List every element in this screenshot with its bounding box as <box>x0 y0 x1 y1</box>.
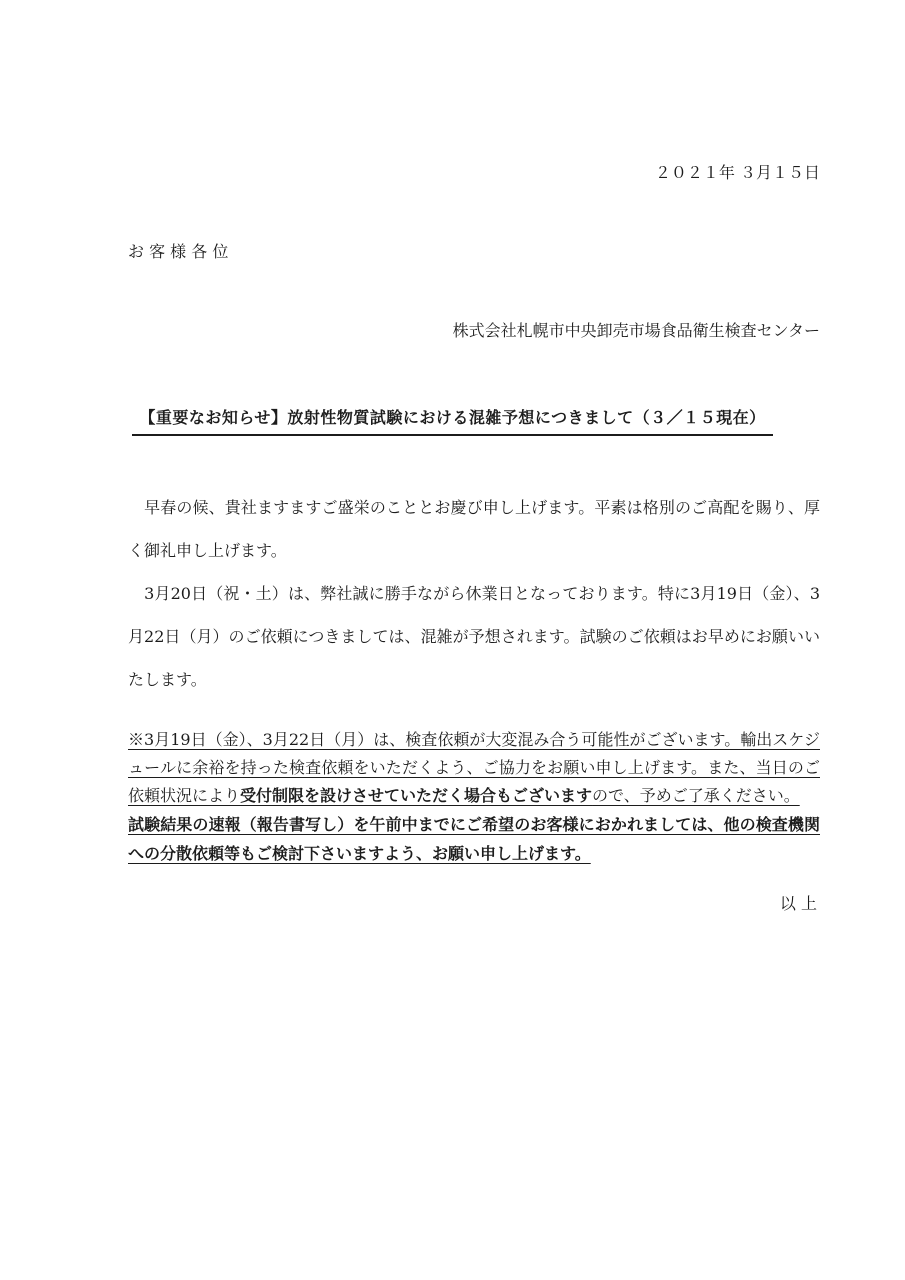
notice-segment-regular-2: ので、予めご了承ください。 <box>592 786 800 805</box>
greeting-paragraph: 早春の候、貴社ますますご盛栄のこととお慶び申し上げます。平素は格別のご高配を賜り、厚く御礼申し上げます。 <box>128 498 820 560</box>
sender-company-name: 株式会社札幌市中央卸売市場食品衛生検査センター <box>452 321 820 340</box>
document-title: 【重要なお知らせ】放射性物質試験における混雑予想につきまして（３／１５現在） <box>132 408 772 436</box>
body-text-block <box>128 486 820 701</box>
document-date: ２０２１年 ３月１５日 <box>654 163 820 182</box>
closing-mark: 以 上 <box>779 894 817 913</box>
notice-segment-regular-1: ※3月19日（金）、3月22日（月）は、検査依頼が大変混み合う可能性がございます。輸出スケジュールに余裕を持った検査依頼をいただくよう、ご協力をお願い申し上げます。また、当日のご依頼状況により <box>128 730 820 805</box>
important-notice-paragraph <box>128 726 820 869</box>
recipient-salutation: お 客 様 各 位 <box>128 242 229 261</box>
document-title-row <box>0 408 905 436</box>
notice-segment-bold-1: 受付制限を設けさせていただく場合もございます <box>240 788 593 805</box>
notice-segment-bold-2: 試験結果の速報（報告書写し）を午前中までにご希望のお客様におかれましては、他の検査機関への分散依頼等もご検討下さいますよう、お願い申し上げます。 <box>128 817 820 863</box>
body-paragraph: 3月20日（祝・土）は、弊社誠に勝手ながら休業日となっております。特に3月19日（金）、3月22日（月）のご依頼につきましては、混雑が予想されます。試験のご依頼はお早めにお願いいたします。 <box>128 584 820 689</box>
